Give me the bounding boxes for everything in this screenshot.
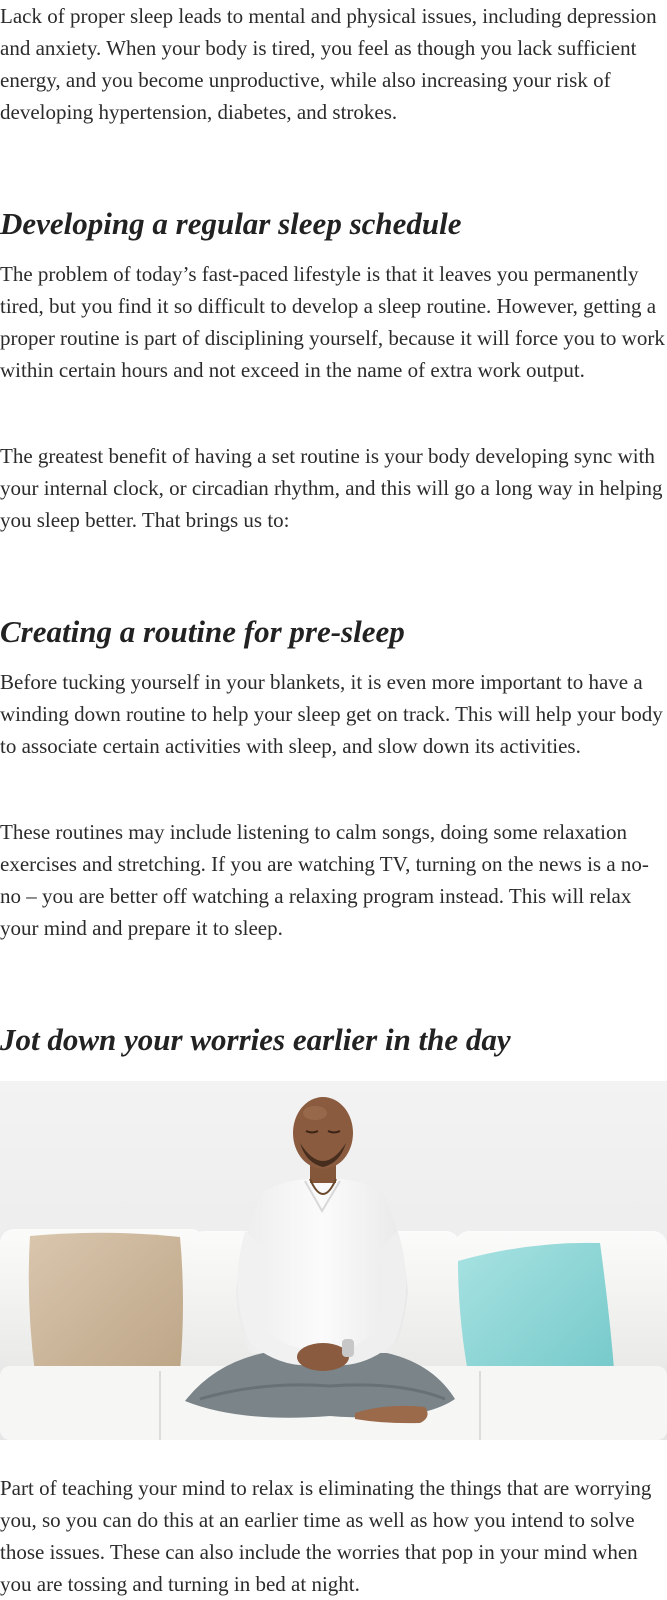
paragraph: Part of teaching your mind to relax is eliminating the things that are worrying you, so you can do this at an earlier time as well as how you intend to solve those issues. These can also include the worries that pop in your mind when you are tossing and turning in bed at night. <box>0 1476 652 1596</box>
paragraph: The problem of today’s fast-paced lifestyle is that it leaves you permanently tired, but you find it so difficult to develop a sleep routine. However, getting a proper routine is part of disciplining yourself, because it will force you to work within certain hours and not exceed in the name of extra work output. <box>0 262 665 382</box>
section-heading-sleep-schedule: Developing a regular sleep schedule <box>0 206 462 241</box>
beige-pillow <box>29 1233 183 1376</box>
paragraph: These routines may include listening to calm songs, doing some relaxation exercises and stretching. If you are watching TV, turning on the news is a no-no – you are better off watching a relaxing program instead. This will relax your mind and prepare it to sleep. <box>0 820 649 940</box>
section-heading-jot-down-worries: Jot down your worries earlier in the day <box>0 1022 511 1057</box>
paragraph: Before tucking yourself in your blankets, it is even more important to have a winding down routine to help your sleep get on track. This will help your body to associate certain activities with sleep, and slow down its activities. <box>0 670 663 758</box>
meditation-photo <box>0 1081 667 1440</box>
paragraph: The greatest benefit of having a set routine is your body developing sync with your internal clock, or circadian rhythm, and this will go a long way in helping you sleep better. That brings us to: <box>0 444 663 532</box>
meditating-man-illustration <box>0 1081 667 1440</box>
clasped-hands <box>297 1343 349 1371</box>
wristwatch <box>342 1339 354 1357</box>
section-heading-pre-sleep-routine: Creating a routine for pre-sleep <box>0 614 405 649</box>
intro-paragraph: Lack of proper sleep leads to mental and physical issues, including depression and anxiety. When your body is tired, you feel as though you lack sufficient energy, and you become unproductive, while also increasing your risk of developing hypertension, diabetes, and strokes. <box>0 4 657 124</box>
